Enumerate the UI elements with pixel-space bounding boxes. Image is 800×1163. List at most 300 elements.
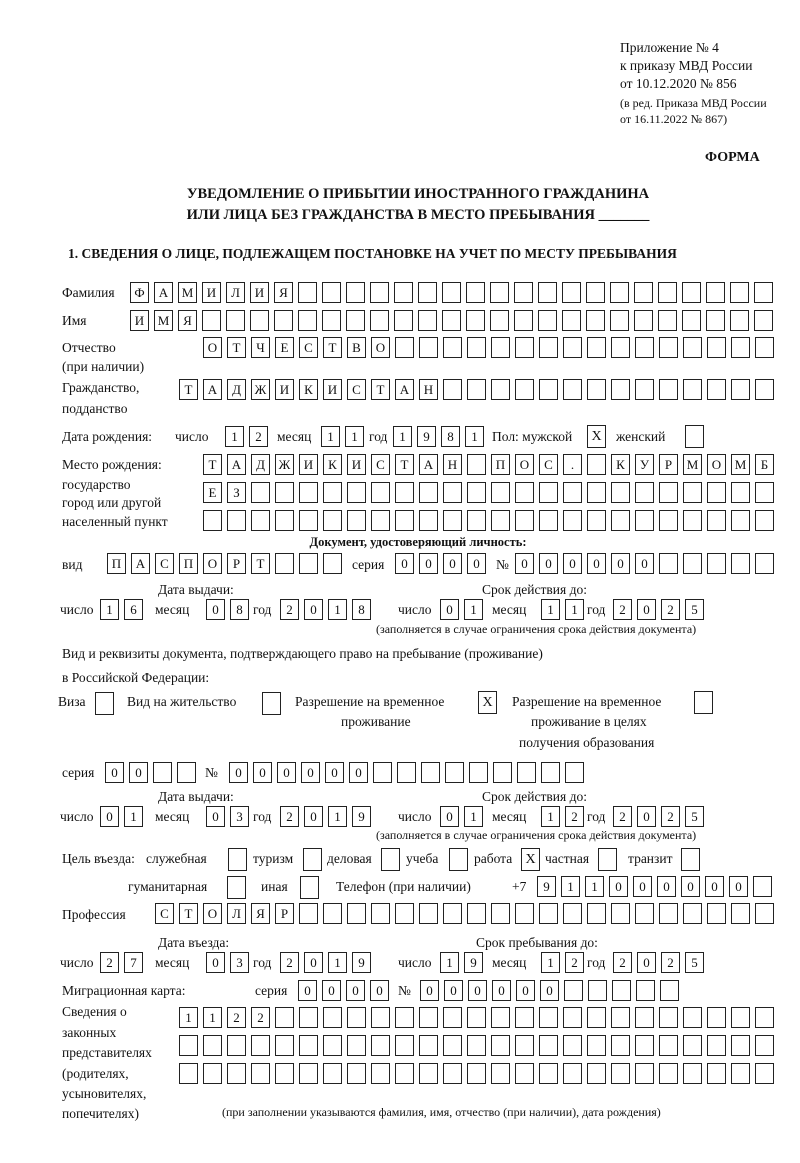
char-cell[interactable]	[706, 282, 725, 303]
char-cell[interactable]: И	[275, 379, 294, 400]
char-cell[interactable]	[322, 310, 341, 331]
char-cell[interactable]	[299, 1035, 318, 1056]
char-cell[interactable]: 0	[349, 762, 368, 783]
char-cell[interactable]: 1	[321, 426, 340, 447]
char-cell[interactable]: 0	[516, 980, 535, 1001]
char-cell[interactable]	[565, 762, 584, 783]
char-cell[interactable]	[419, 903, 438, 924]
char-cell[interactable]	[371, 903, 390, 924]
char-cell[interactable]: 1	[541, 599, 560, 620]
char-cell[interactable]: И	[323, 379, 342, 400]
char-cell[interactable]	[635, 1007, 654, 1028]
char-cell[interactable]	[274, 310, 293, 331]
char-cell[interactable]: О	[371, 337, 390, 358]
char-cell[interactable]	[563, 1035, 582, 1056]
char-cell[interactable]	[323, 903, 342, 924]
char-cell[interactable]: 0	[540, 980, 559, 1001]
residence-permit-checkbox[interactable]	[262, 692, 281, 715]
char-cell[interactable]	[731, 482, 750, 503]
char-cell[interactable]: Я	[178, 310, 197, 331]
purpose-option-checkbox[interactable]	[598, 848, 617, 871]
char-cell[interactable]: Т	[371, 379, 390, 400]
char-cell[interactable]: Д	[227, 379, 246, 400]
char-cell[interactable]	[658, 282, 677, 303]
char-cell[interactable]	[371, 482, 390, 503]
char-cell[interactable]: 9	[352, 952, 371, 973]
char-cell[interactable]	[347, 1007, 366, 1028]
char-cell[interactable]	[394, 310, 413, 331]
char-cell[interactable]: 2	[613, 599, 632, 620]
char-cell[interactable]	[611, 510, 630, 531]
char-cell[interactable]: 0	[206, 952, 225, 973]
char-cell[interactable]	[659, 1007, 678, 1028]
char-cell[interactable]: А	[203, 379, 222, 400]
char-cell[interactable]	[755, 1035, 774, 1056]
char-cell[interactable]	[538, 282, 557, 303]
char-cell[interactable]	[611, 1007, 630, 1028]
char-cell[interactable]	[635, 337, 654, 358]
char-cell[interactable]	[683, 903, 702, 924]
char-cell[interactable]: 1	[328, 952, 347, 973]
char-cell[interactable]: 0	[492, 980, 511, 1001]
char-cell[interactable]	[755, 482, 774, 503]
char-cell[interactable]: К	[299, 379, 318, 400]
char-cell[interactable]	[515, 1035, 534, 1056]
char-cell[interactable]	[659, 1035, 678, 1056]
char-cell[interactable]	[419, 1063, 438, 1084]
char-cell[interactable]	[323, 1007, 342, 1028]
char-cell[interactable]	[634, 310, 653, 331]
char-cell[interactable]: 0	[539, 553, 558, 574]
char-cell[interactable]	[682, 282, 701, 303]
char-cell[interactable]	[299, 482, 318, 503]
char-cell[interactable]: 8	[441, 426, 460, 447]
char-cell[interactable]	[755, 379, 774, 400]
char-cell[interactable]	[226, 310, 245, 331]
char-cell[interactable]	[443, 1063, 462, 1084]
purpose-option-checkbox[interactable]	[449, 848, 468, 871]
char-cell[interactable]	[611, 482, 630, 503]
char-cell[interactable]	[755, 903, 774, 924]
char-cell[interactable]	[347, 482, 366, 503]
char-cell[interactable]	[275, 1035, 294, 1056]
char-cell[interactable]	[755, 1063, 774, 1084]
char-cell[interactable]: 0	[304, 806, 323, 827]
char-cell[interactable]	[683, 1007, 702, 1028]
char-cell[interactable]: 2	[613, 806, 632, 827]
char-cell[interactable]	[491, 1035, 510, 1056]
char-cell[interactable]: 1	[541, 806, 560, 827]
char-cell[interactable]	[563, 1063, 582, 1084]
purpose-option-checkbox[interactable]	[303, 848, 322, 871]
char-cell[interactable]: Т	[323, 337, 342, 358]
char-cell[interactable]: С	[155, 903, 174, 924]
char-cell[interactable]	[467, 1035, 486, 1056]
char-cell[interactable]	[515, 510, 534, 531]
char-cell[interactable]	[251, 482, 270, 503]
char-cell[interactable]: Л	[226, 282, 245, 303]
char-cell[interactable]	[731, 903, 750, 924]
char-cell[interactable]	[611, 379, 630, 400]
char-cell[interactable]: 9	[417, 426, 436, 447]
char-cell[interactable]: 0	[105, 762, 124, 783]
char-cell[interactable]	[443, 482, 462, 503]
char-cell[interactable]: 0	[100, 806, 119, 827]
char-cell[interactable]	[397, 762, 416, 783]
char-cell[interactable]	[586, 310, 605, 331]
char-cell[interactable]	[634, 282, 653, 303]
char-cell[interactable]	[227, 1035, 246, 1056]
char-cell[interactable]: 2	[227, 1007, 246, 1028]
char-cell[interactable]	[299, 510, 318, 531]
char-cell[interactable]: 1	[465, 426, 484, 447]
char-cell[interactable]	[227, 510, 246, 531]
char-cell[interactable]	[731, 337, 750, 358]
char-cell[interactable]	[682, 310, 701, 331]
char-cell[interactable]	[587, 510, 606, 531]
char-cell[interactable]: 5	[685, 806, 704, 827]
char-cell[interactable]	[683, 1063, 702, 1084]
char-cell[interactable]	[203, 510, 222, 531]
char-cell[interactable]	[586, 282, 605, 303]
char-cell[interactable]	[635, 903, 654, 924]
char-cell[interactable]	[491, 337, 510, 358]
char-cell[interactable]: 0	[440, 806, 459, 827]
char-cell[interactable]	[323, 553, 342, 574]
char-cell[interactable]	[323, 1063, 342, 1084]
char-cell[interactable]	[491, 379, 510, 400]
char-cell[interactable]: 0	[420, 980, 439, 1001]
char-cell[interactable]: А	[419, 454, 438, 475]
visa-checkbox[interactable]	[95, 692, 114, 715]
char-cell[interactable]: Т	[179, 379, 198, 400]
char-cell[interactable]: 0	[325, 762, 344, 783]
char-cell[interactable]	[707, 903, 726, 924]
char-cell[interactable]: 0	[637, 952, 656, 973]
char-cell[interactable]: К	[323, 454, 342, 475]
char-cell[interactable]	[491, 1007, 510, 1028]
char-cell[interactable]	[731, 1035, 750, 1056]
char-cell[interactable]: 0	[129, 762, 148, 783]
char-cell[interactable]: 2	[661, 806, 680, 827]
char-cell[interactable]	[707, 1063, 726, 1084]
char-cell[interactable]: 1	[328, 806, 347, 827]
char-cell[interactable]	[587, 1007, 606, 1028]
char-cell[interactable]	[755, 1007, 774, 1028]
char-cell[interactable]: 1	[225, 426, 244, 447]
char-cell[interactable]	[635, 510, 654, 531]
char-cell[interactable]	[754, 282, 773, 303]
char-cell[interactable]	[419, 482, 438, 503]
char-cell[interactable]: У	[635, 454, 654, 475]
char-cell[interactable]: 1	[345, 426, 364, 447]
char-cell[interactable]	[347, 903, 366, 924]
char-cell[interactable]	[395, 1007, 414, 1028]
char-cell[interactable]	[179, 1063, 198, 1084]
char-cell[interactable]	[563, 379, 582, 400]
char-cell[interactable]	[203, 1063, 222, 1084]
char-cell[interactable]: О	[515, 454, 534, 475]
char-cell[interactable]	[515, 482, 534, 503]
char-cell[interactable]	[298, 282, 317, 303]
char-cell[interactable]: Я	[274, 282, 293, 303]
char-cell[interactable]	[539, 1035, 558, 1056]
char-cell[interactable]	[419, 1007, 438, 1028]
char-cell[interactable]: 0	[611, 553, 630, 574]
char-cell[interactable]	[659, 510, 678, 531]
char-cell[interactable]	[707, 510, 726, 531]
char-cell[interactable]: С	[299, 337, 318, 358]
char-cell[interactable]: Р	[227, 553, 246, 574]
char-cell[interactable]: Я	[251, 903, 270, 924]
char-cell[interactable]: 0	[515, 553, 534, 574]
char-cell[interactable]: Т	[251, 553, 270, 574]
char-cell[interactable]: И	[250, 282, 269, 303]
char-cell[interactable]: 0	[277, 762, 296, 783]
char-cell[interactable]: 1	[464, 599, 483, 620]
char-cell[interactable]: 0	[467, 553, 486, 574]
char-cell[interactable]: Ж	[275, 454, 294, 475]
char-cell[interactable]: .	[563, 454, 582, 475]
char-cell[interactable]: 0	[563, 553, 582, 574]
char-cell[interactable]	[445, 762, 464, 783]
char-cell[interactable]: Ж	[251, 379, 270, 400]
char-cell[interactable]	[539, 510, 558, 531]
char-cell[interactable]: Ф	[130, 282, 149, 303]
temp-residence-checkbox[interactable]: X	[478, 691, 497, 714]
char-cell[interactable]	[658, 310, 677, 331]
char-cell[interactable]	[493, 762, 512, 783]
char-cell[interactable]: Н	[443, 454, 462, 475]
char-cell[interactable]	[469, 762, 488, 783]
char-cell[interactable]	[635, 482, 654, 503]
char-cell[interactable]	[683, 482, 702, 503]
char-cell[interactable]: Р	[275, 903, 294, 924]
char-cell[interactable]	[395, 482, 414, 503]
char-cell[interactable]	[275, 1063, 294, 1084]
char-cell[interactable]	[251, 1063, 270, 1084]
char-cell[interactable]: С	[539, 454, 558, 475]
char-cell[interactable]	[395, 1063, 414, 1084]
char-cell[interactable]: А	[227, 454, 246, 475]
char-cell[interactable]	[515, 337, 534, 358]
char-cell[interactable]: 9	[464, 952, 483, 973]
char-cell[interactable]	[539, 337, 558, 358]
char-cell[interactable]	[587, 482, 606, 503]
purpose-option-checkbox[interactable]	[381, 848, 400, 871]
char-cell[interactable]	[251, 510, 270, 531]
char-cell[interactable]	[347, 1035, 366, 1056]
char-cell[interactable]: 7	[124, 952, 143, 973]
char-cell[interactable]: 0	[681, 876, 700, 897]
char-cell[interactable]: 2	[661, 952, 680, 973]
char-cell[interactable]	[419, 510, 438, 531]
char-cell[interactable]: 1	[561, 876, 580, 897]
char-cell[interactable]: 0	[729, 876, 748, 897]
char-cell[interactable]: 0	[587, 553, 606, 574]
char-cell[interactable]	[541, 762, 560, 783]
char-cell[interactable]	[443, 903, 462, 924]
char-cell[interactable]	[659, 553, 678, 574]
char-cell[interactable]	[515, 1007, 534, 1028]
char-cell[interactable]: В	[347, 337, 366, 358]
char-cell[interactable]	[683, 1035, 702, 1056]
char-cell[interactable]: 0	[705, 876, 724, 897]
char-cell[interactable]: М	[731, 454, 750, 475]
char-cell[interactable]	[730, 282, 749, 303]
char-cell[interactable]: 1	[393, 426, 412, 447]
char-cell[interactable]	[419, 337, 438, 358]
char-cell[interactable]	[539, 379, 558, 400]
char-cell[interactable]: М	[683, 454, 702, 475]
char-cell[interactable]: Л	[227, 903, 246, 924]
char-cell[interactable]	[635, 379, 654, 400]
char-cell[interactable]	[227, 1063, 246, 1084]
char-cell[interactable]	[731, 379, 750, 400]
char-cell[interactable]	[610, 282, 629, 303]
char-cell[interactable]	[562, 310, 581, 331]
char-cell[interactable]	[707, 553, 726, 574]
char-cell[interactable]	[443, 1007, 462, 1028]
char-cell[interactable]	[683, 510, 702, 531]
char-cell[interactable]	[707, 379, 726, 400]
char-cell[interactable]: Д	[251, 454, 270, 475]
char-cell[interactable]	[539, 482, 558, 503]
char-cell[interactable]	[755, 337, 774, 358]
char-cell[interactable]: Т	[179, 903, 198, 924]
char-cell[interactable]	[707, 337, 726, 358]
char-cell[interactable]	[755, 553, 774, 574]
sex-female-checkbox[interactable]	[685, 425, 704, 448]
char-cell[interactable]	[514, 310, 533, 331]
sex-male-checkbox[interactable]: X	[587, 425, 606, 448]
char-cell[interactable]: 5	[685, 599, 704, 620]
char-cell[interactable]: О	[203, 553, 222, 574]
char-cell[interactable]	[587, 1035, 606, 1056]
char-cell[interactable]	[683, 379, 702, 400]
char-cell[interactable]	[371, 1063, 390, 1084]
char-cell[interactable]: 9	[537, 876, 556, 897]
char-cell[interactable]	[660, 980, 679, 1001]
char-cell[interactable]	[299, 1063, 318, 1084]
char-cell[interactable]	[251, 1035, 270, 1056]
char-cell[interactable]	[563, 1007, 582, 1028]
char-cell[interactable]	[323, 482, 342, 503]
char-cell[interactable]: 2	[565, 806, 584, 827]
char-cell[interactable]: 2	[280, 599, 299, 620]
char-cell[interactable]	[467, 903, 486, 924]
char-cell[interactable]	[395, 903, 414, 924]
char-cell[interactable]: 8	[230, 599, 249, 620]
char-cell[interactable]: 3	[230, 806, 249, 827]
char-cell[interactable]: И	[202, 282, 221, 303]
char-cell[interactable]	[299, 903, 318, 924]
char-cell[interactable]	[275, 1007, 294, 1028]
char-cell[interactable]	[371, 1035, 390, 1056]
char-cell[interactable]: 2	[280, 952, 299, 973]
char-cell[interactable]: 0	[440, 599, 459, 620]
char-cell[interactable]: Е	[203, 482, 222, 503]
char-cell[interactable]	[153, 762, 172, 783]
char-cell[interactable]: А	[154, 282, 173, 303]
char-cell[interactable]	[203, 1035, 222, 1056]
char-cell[interactable]: 0	[635, 553, 654, 574]
edu-residence-checkbox[interactable]	[694, 691, 713, 714]
char-cell[interactable]	[467, 1063, 486, 1084]
char-cell[interactable]	[659, 482, 678, 503]
char-cell[interactable]: Н	[419, 379, 438, 400]
char-cell[interactable]: 1	[565, 599, 584, 620]
char-cell[interactable]: 1	[100, 599, 119, 620]
char-cell[interactable]	[683, 337, 702, 358]
char-cell[interactable]	[490, 282, 509, 303]
char-cell[interactable]	[587, 379, 606, 400]
char-cell[interactable]: А	[131, 553, 150, 574]
char-cell[interactable]	[347, 510, 366, 531]
char-cell[interactable]	[514, 282, 533, 303]
char-cell[interactable]: 2	[100, 952, 119, 973]
char-cell[interactable]: 0	[298, 980, 317, 1001]
char-cell[interactable]	[564, 980, 583, 1001]
char-cell[interactable]	[421, 762, 440, 783]
char-cell[interactable]: 6	[124, 599, 143, 620]
char-cell[interactable]	[275, 510, 294, 531]
char-cell[interactable]: 0	[253, 762, 272, 783]
char-cell[interactable]: 0	[304, 952, 323, 973]
char-cell[interactable]	[467, 454, 486, 475]
char-cell[interactable]	[443, 510, 462, 531]
char-cell[interactable]	[467, 379, 486, 400]
char-cell[interactable]: 0	[468, 980, 487, 1001]
char-cell[interactable]: 1	[464, 806, 483, 827]
char-cell[interactable]	[755, 510, 774, 531]
char-cell[interactable]: Ч	[251, 337, 270, 358]
char-cell[interactable]: 1	[585, 876, 604, 897]
char-cell[interactable]: П	[491, 454, 510, 475]
char-cell[interactable]: 0	[370, 980, 389, 1001]
char-cell[interactable]	[515, 379, 534, 400]
char-cell[interactable]	[491, 482, 510, 503]
char-cell[interactable]: К	[611, 454, 630, 475]
char-cell[interactable]: 0	[346, 980, 365, 1001]
char-cell[interactable]	[371, 1007, 390, 1028]
char-cell[interactable]	[491, 510, 510, 531]
char-cell[interactable]: О	[707, 454, 726, 475]
char-cell[interactable]: 9	[352, 806, 371, 827]
char-cell[interactable]	[466, 282, 485, 303]
char-cell[interactable]	[250, 310, 269, 331]
char-cell[interactable]: 0	[443, 553, 462, 574]
char-cell[interactable]	[635, 1035, 654, 1056]
char-cell[interactable]	[517, 762, 536, 783]
char-cell[interactable]	[610, 310, 629, 331]
char-cell[interactable]	[563, 903, 582, 924]
char-cell[interactable]: С	[347, 379, 366, 400]
char-cell[interactable]	[587, 1063, 606, 1084]
char-cell[interactable]	[467, 510, 486, 531]
char-cell[interactable]	[515, 1063, 534, 1084]
char-cell[interactable]: 0	[229, 762, 248, 783]
char-cell[interactable]	[346, 282, 365, 303]
char-cell[interactable]	[202, 310, 221, 331]
char-cell[interactable]	[370, 310, 389, 331]
char-cell[interactable]	[373, 762, 392, 783]
char-cell[interactable]: 0	[304, 599, 323, 620]
char-cell[interactable]	[395, 510, 414, 531]
char-cell[interactable]	[731, 1007, 750, 1028]
char-cell[interactable]: 0	[301, 762, 320, 783]
char-cell[interactable]	[707, 1007, 726, 1028]
